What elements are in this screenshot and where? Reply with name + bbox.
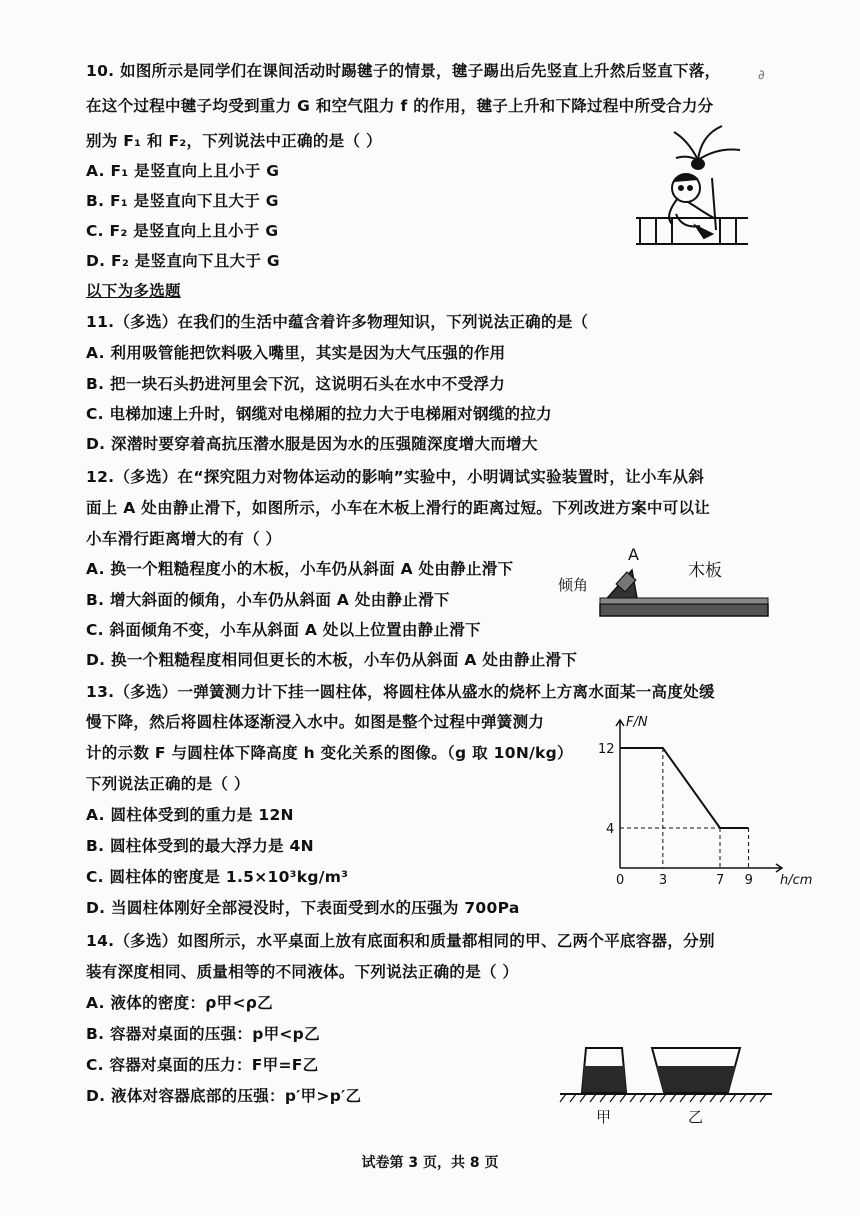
q12-stem-line-2: 面上 A 处由静止滑下，如图所示，小车在木板上滑行的距离过短。下列改进方案中可以让 xyxy=(86,499,711,517)
q14-option-a[interactable]: A. 液体的密度：ρ甲<ρ乙 xyxy=(86,994,273,1012)
liquid-jia xyxy=(582,1066,626,1092)
q11-option-b[interactable]: B. 把一块石头扔进河里会下沉，这说明石头在水中不受浮力 xyxy=(86,375,506,393)
q10-option-a[interactable]: A. F₁ 是竖直向上且小于 G xyxy=(86,162,280,180)
incline-label-board: 木板 xyxy=(688,561,722,581)
section-title-multiple-choice: 以下为多选题 xyxy=(86,282,181,300)
q10-stem-line-3: 别为 F₁ 和 F₂，下列说法中正确的是（ ） xyxy=(86,132,382,150)
x-axis-label: h/cm xyxy=(780,873,813,888)
q12-stem-line-3: 小车滑行距离增大的有（ ） xyxy=(86,530,282,548)
q11-stem-line-1: 11.（多选）在我们的生活中蕴含着许多物理知识，下列说法正确的是（ xyxy=(86,313,589,331)
container-label-jia: 甲 xyxy=(596,1108,612,1126)
corner-mark: ∂ xyxy=(758,68,766,83)
incline-board-figure xyxy=(556,540,776,630)
q10-stem-line-2: 在这个过程中毽子均受到重力 G 和空气阻力 f 的作用，毽子上升和下降过程中所受合力分 xyxy=(86,97,714,115)
containers-figure xyxy=(556,1028,776,1128)
force-series-line xyxy=(620,748,749,828)
q13-option-c[interactable]: C. 圆柱体的密度是 1.5×10³kg/m³ xyxy=(86,868,349,886)
x-tick-label: 3 xyxy=(658,873,668,888)
y-tick-label: 12 xyxy=(598,742,615,757)
q14-option-b[interactable]: B. 容器对桌面的压强：p甲<p乙 xyxy=(86,1025,320,1043)
q11-option-c[interactable]: C. 电梯加速上升时，钢缆对电梯厢的拉力大于电梯厢对钢缆的拉力 xyxy=(86,405,552,423)
container-label-yi: 乙 xyxy=(688,1108,704,1126)
q11-option-a[interactable]: A. 利用吸管能把饮料吸入嘴里，其实是因为大气压强的作用 xyxy=(86,344,506,362)
q12-option-c[interactable]: C. 斜面倾角不变，小车从斜面 A 处以上位置由静止滑下 xyxy=(86,621,481,639)
q14-stem-line-1: 14.（多选）如图所示，水平桌面上放有底面积和质量都相同的甲、乙两个平底容器，分别 xyxy=(86,932,715,950)
q10-stem-line-1: 10. 如图所示是同学们在课间活动时踢毽子的情景，毽子踢出后先竖直上升然后竖直下落， xyxy=(86,62,721,80)
x-tick-label: 9 xyxy=(744,873,753,888)
q10-option-c[interactable]: C. F₂ 是竖直向上且小于 G xyxy=(86,222,279,240)
q13-option-d[interactable]: D. 当圆柱体刚好全部浸没时，下表面受到水的压强为 700Pa xyxy=(86,899,520,917)
y-tick-label: 4 xyxy=(606,822,615,837)
q13-stem-line-4: 下列说法正确的是（ ） xyxy=(86,775,250,793)
q13-stem-line-2: 慢下降，然后将圆柱体逐渐浸入水中。如图是整个过程中弹簧测力 xyxy=(86,713,545,731)
q12-stem-line-1: 12.（多选）在“探究阻力对物体运动的影响”实验中，小明调试实验装置时，让小车从斜 xyxy=(86,468,705,486)
q14-option-d[interactable]: D. 液体对容器底部的压强：p′甲>p′乙 xyxy=(86,1087,362,1105)
incline-label-a: A xyxy=(628,545,639,564)
shuttlecock-kick-figure xyxy=(626,118,754,250)
x-tick-label: 7 xyxy=(716,873,725,888)
q11-option-d[interactable]: D. 深潜时要穿着高抗压潜水服是因为水的压强随深度增大而增大 xyxy=(86,435,538,453)
page-footer: 试卷第 3 页，共 8 页 xyxy=(361,1155,499,1171)
q12-option-a[interactable]: A. 换一个粗糙程度小的木板，小车仍从斜面 A 处由静止滑下 xyxy=(86,560,514,578)
q10-option-d[interactable]: D. F₂ 是竖直向下且大于 G xyxy=(86,252,280,270)
q12-option-d[interactable]: D. 换一个粗糙程度相同但更长的木板，小车仍从斜面 A 处由静止滑下 xyxy=(86,651,578,669)
q13-stem-line-1: 13.（多选）一弹簧测力计下挂一圆柱体，将圆柱体从盛水的烧杯上方离水面某一高度处缓 xyxy=(86,683,715,701)
liquid-yi xyxy=(656,1066,736,1092)
q14-option-c[interactable]: C. 容器对桌面的压力：F甲=F乙 xyxy=(86,1056,319,1074)
q12-option-b[interactable]: B. 增大斜面的倾角，小车仍从斜面 A 处由静止滑下 xyxy=(86,591,450,609)
force-height-chart xyxy=(592,715,813,888)
q13-option-a[interactable]: A. 圆柱体受到的重力是 12N xyxy=(86,806,294,824)
q13-stem-line-3: 计的示数 F 与圆柱体下降高度 h 变化关系的图像。（g 取 10N/kg） xyxy=(86,744,573,762)
q10-option-b[interactable]: B. F₁ 是竖直向下且大于 G xyxy=(86,192,279,210)
q13-option-b[interactable]: B. 圆柱体受到的最大浮力是 4N xyxy=(86,837,314,855)
incline-label-angle: 倾角 xyxy=(558,576,589,594)
x-tick-label: 0 xyxy=(616,873,625,888)
y-axis-label: F/N xyxy=(626,715,648,730)
q14-stem-line-2: 装有深度相同、质量相等的不同液体。下列说法正确的是（ ） xyxy=(86,963,519,981)
